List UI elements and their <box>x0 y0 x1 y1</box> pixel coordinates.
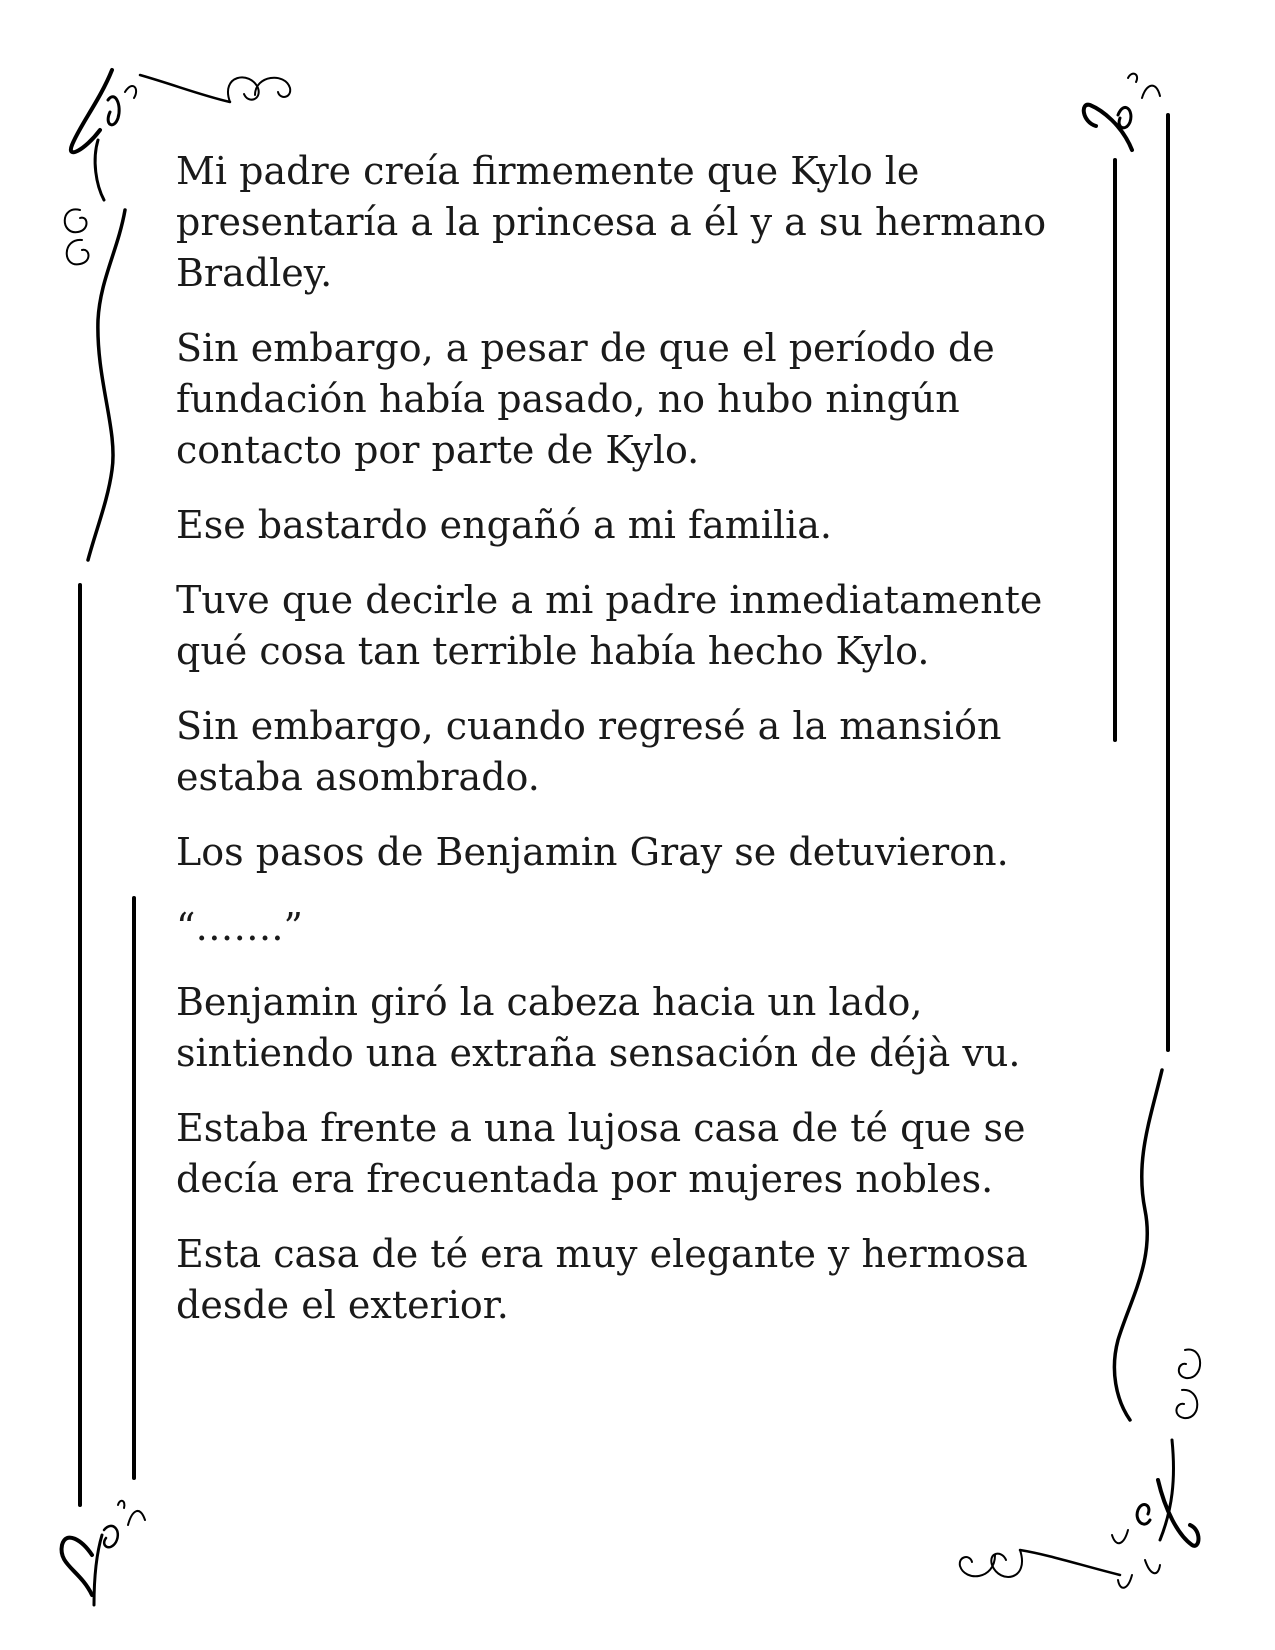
paragraph: Sin embargo, cuando regresé a la mansión estaba asombrado. <box>176 704 1002 799</box>
paragraph: Mi padre creía firmemente que Kylo le presentaría a la princesa a él y a su hermano Bradley. <box>176 149 1047 295</box>
top-right-flourish <box>1084 74 1160 150</box>
paragraph: Estaba frente a una lujosa casa de té que se decía era frecuentada por mujeres nobles. <box>176 1106 1026 1201</box>
paragraph-dialogue: “…….” <box>176 905 303 949</box>
paragraph: Sin embargo, a pesar de que el período de fundación había pasado, no hubo ningún contacto por parte de Kylo. <box>176 326 995 472</box>
bottom-left-flourish <box>62 1501 145 1605</box>
paragraph: Los pasos de Benjamin Gray se detuvieron. <box>176 830 1009 874</box>
paragraph: Tuve que decirle a mi padre inmediatamente qué cosa tan terrible había hecho Kylo. <box>176 578 1043 673</box>
story-text <box>176 146 1076 1355</box>
paragraph: Esta casa de té era muy elegante y hermosa desde el exterior. <box>176 1232 1028 1327</box>
paragraph: Ese bastardo engañó a mi familia. <box>176 503 832 547</box>
paragraph: Benjamin giró la cabeza hacia un lado, sintiendo una extraña sensación de déjà vu. <box>176 980 1021 1075</box>
